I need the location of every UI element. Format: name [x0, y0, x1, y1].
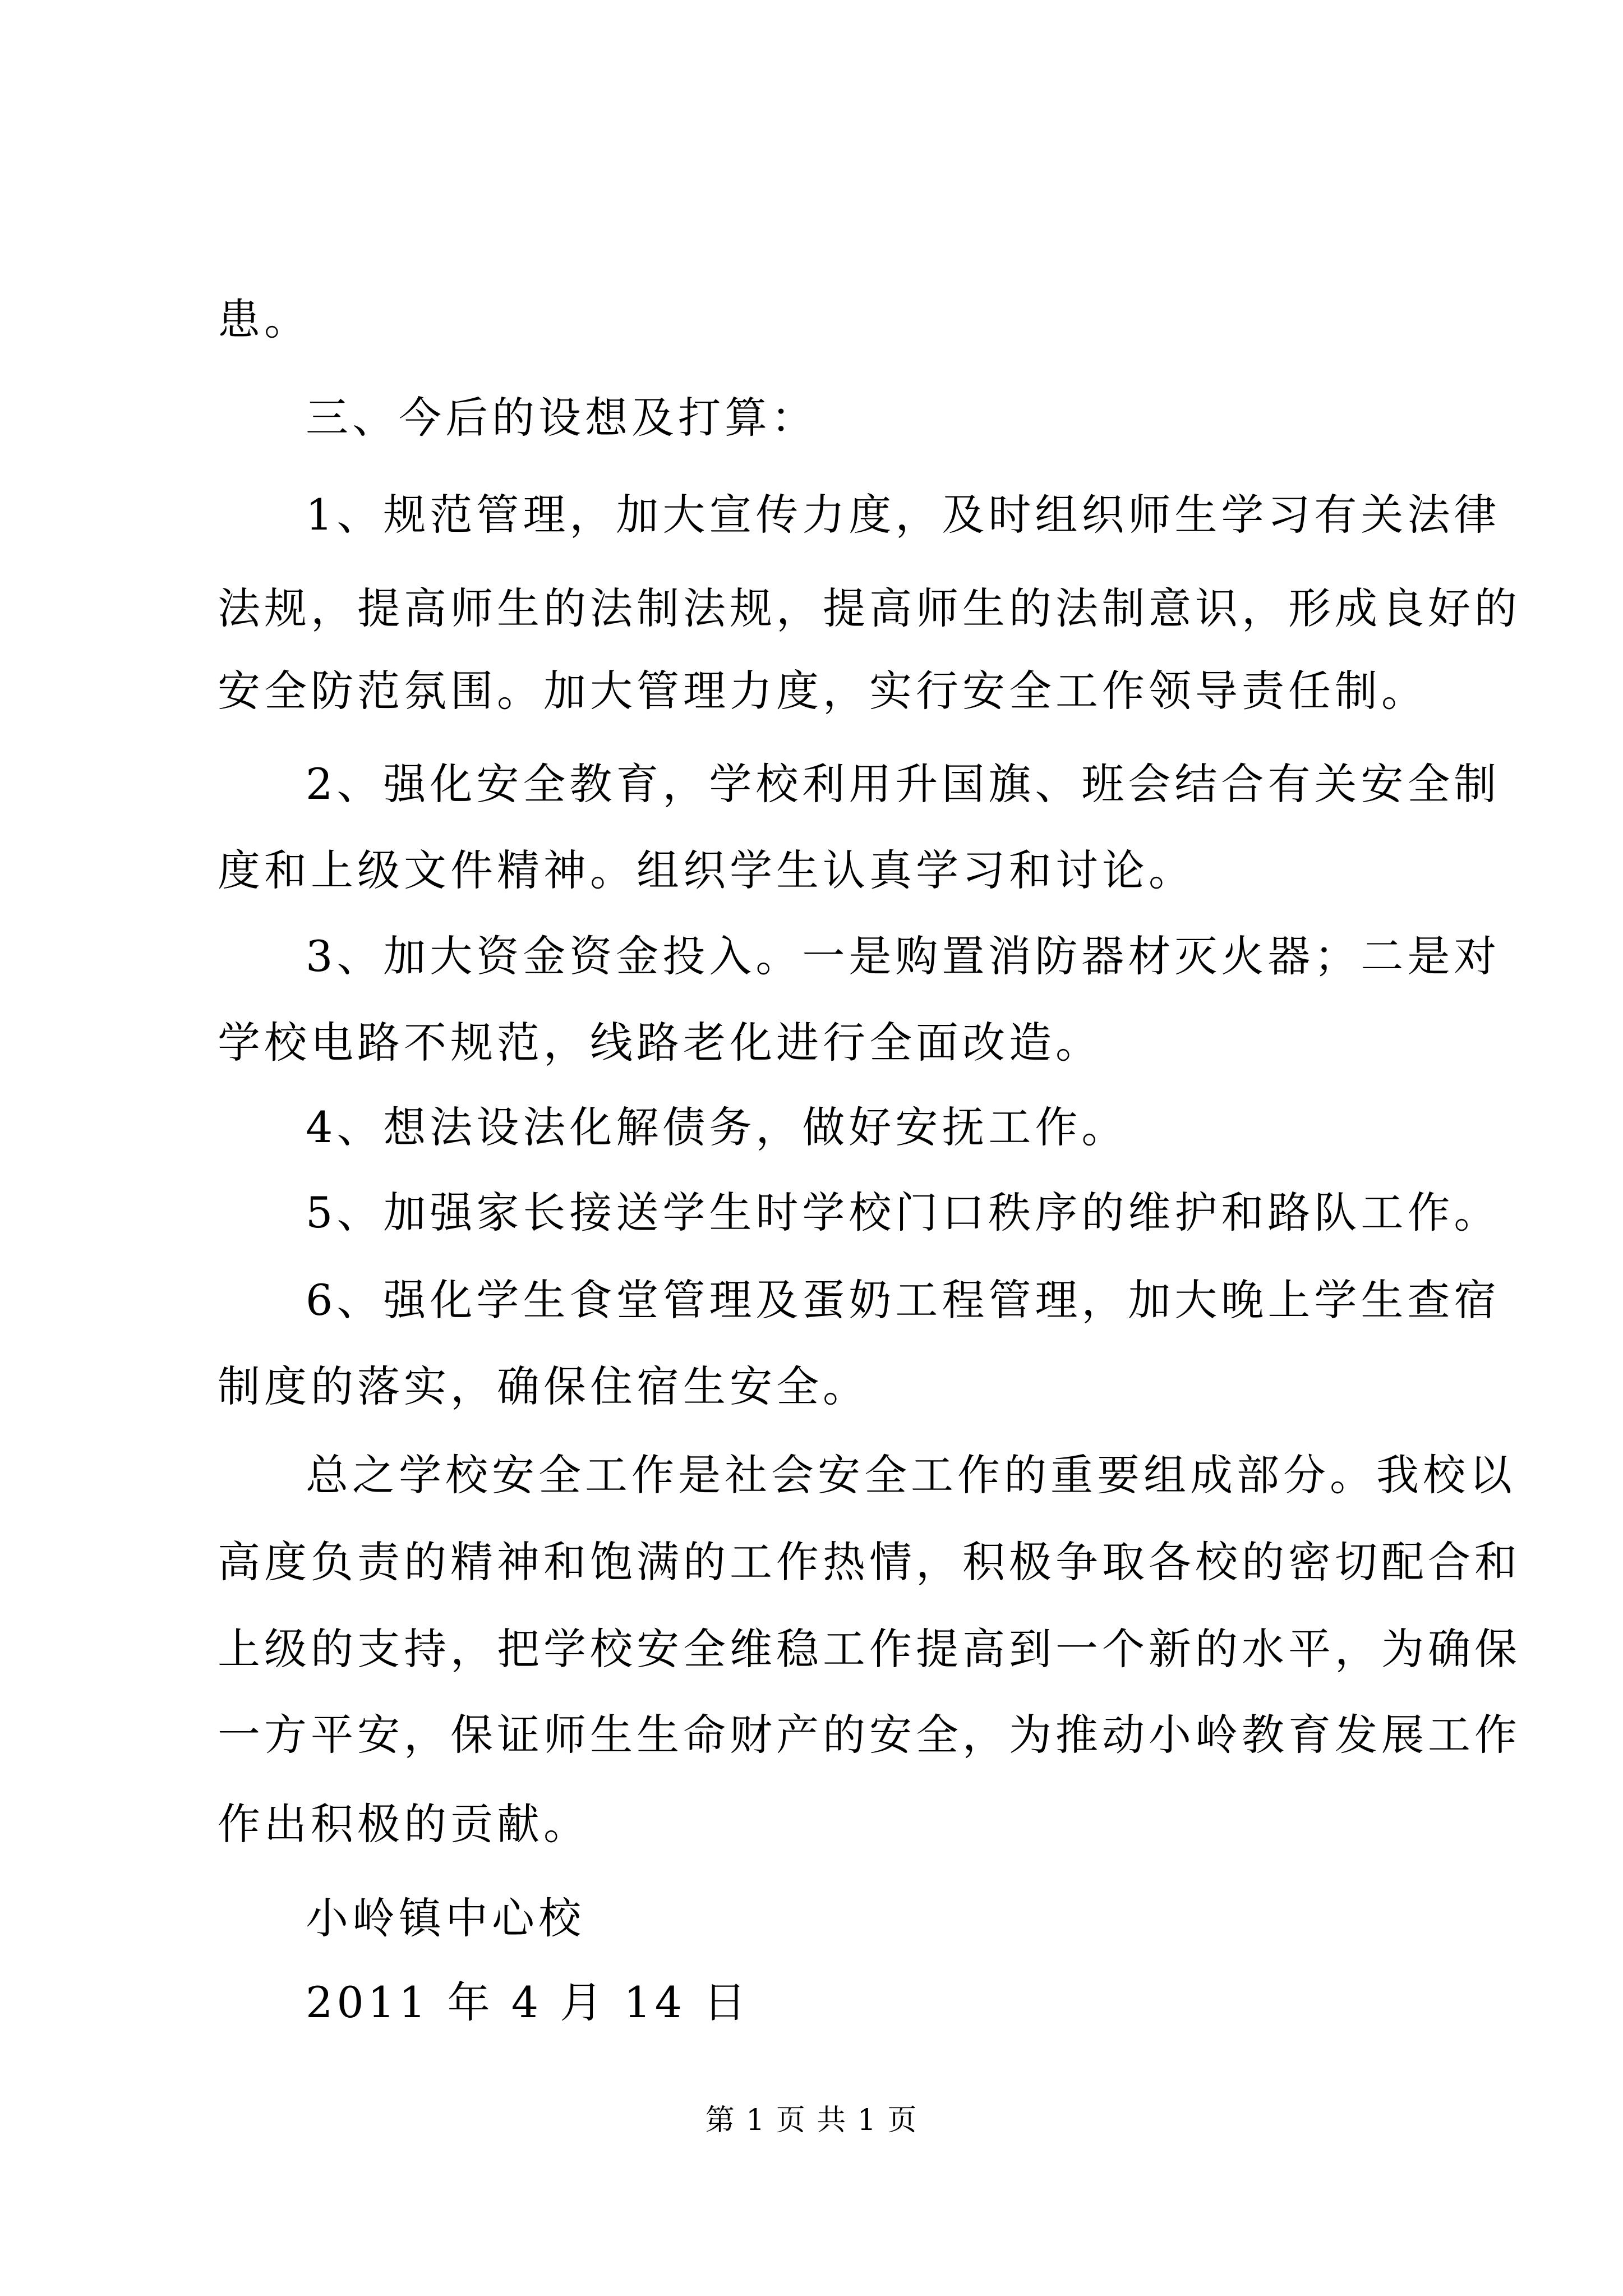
text-line: 法规，提高师生的法制法规，提高师生的法制意识，形成良好的 [218, 583, 1521, 633]
text-line: 安全防范氛围。加大管理力度，实行安全工作领导责任制。 [218, 666, 1428, 716]
text-line: 一方平安，保证师生生命财产的安全，为推动小岭教育发展工作 [218, 1710, 1521, 1760]
text-line: 度和上级文件精神。组织学生认真学习和讨论。 [218, 845, 1195, 895]
list-item-4: 4、想法设法化解债务，做好安抚工作。 [306, 1102, 1128, 1152]
conclusion-paragraph: 总之学校安全工作是社会安全工作的重要组成部分。我校以 [306, 1450, 1516, 1500]
list-item-2: 2、强化安全教育，学校利用升国旗、班会结合有关安全制 [306, 759, 1501, 809]
text-line: 制度的落实，确保住宿生安全。 [218, 1361, 869, 1411]
section-heading: 三、今后的设想及打算： [306, 393, 818, 443]
page-number-footer: 第 1 页 共 1 页 [705, 2104, 918, 2137]
list-item-3: 3、加大资金资金投入。一是购置消防器材灭火器；二是对 [306, 931, 1501, 981]
text-line: 上级的支持，把学校安全维稳工作提高到一个新的水平，为确保 [218, 1624, 1521, 1674]
signature-date: 2011 年 4 月 14 日 [306, 1977, 750, 2027]
list-item-5: 5、加强家长接送学生时学校门口秩序的维护和路队工作。 [306, 1188, 1501, 1237]
text-line: 学校电路不规范，线路老化进行全面改造。 [218, 1018, 1102, 1068]
list-item-6: 6、强化学生食堂管理及蛋奶工程管理，加大晚上学生查宿 [306, 1275, 1501, 1325]
list-item-1: 1、规范管理，加大宣传力度，及时组织师生学习有关法律 [306, 490, 1501, 540]
text-line: 高度负责的精神和饱满的工作热情，积极争取各校的密切配合和 [218, 1537, 1521, 1587]
text-line: 作出积极的贡献。 [218, 1799, 590, 1849]
signature-organization: 小岭镇中心校 [306, 1893, 585, 1943]
text-line: 患。 [218, 295, 311, 344]
